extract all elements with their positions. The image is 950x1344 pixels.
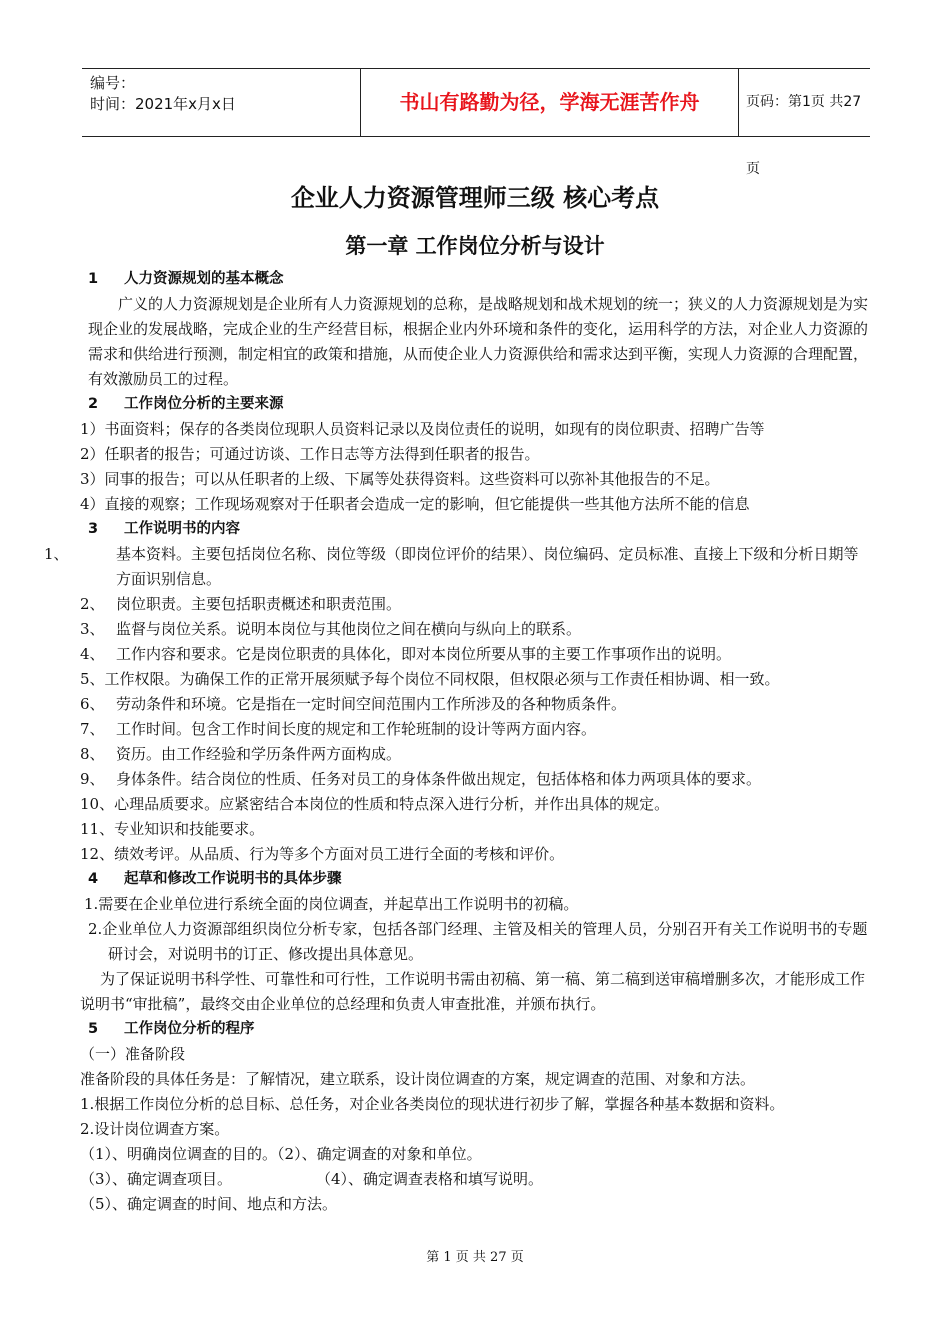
list-text: 工作时间。包含工作时间长度的规定和工作轮班制的设计等两方面内容。 — [116, 720, 597, 738]
list-number: 3、 — [80, 620, 105, 638]
list-item — [80, 742, 870, 767]
list-item — [80, 617, 870, 642]
list-text: 基本资料。主要包括岗位名称、岗位等级（即岗位评价的结果）、岗位编码、定员标准、直接上下级和分析日期等方面识别信息。 — [116, 545, 859, 588]
paragraph: 为了保证说明书科学性、可靠性和可行性，工作说明书需由初稿、第一稿、第二稿到送审稿增删多次，才能形成工作说明书“审批稿”，最终交由企业单位的总经理和负责人审查批准，并颁布执行。 — [80, 970, 866, 1013]
list-text: 监督与岗位关系。说明本岗位与其他岗位之间在横向与纵向上的联系。 — [116, 620, 582, 638]
list-text: 专业知识和技能要求。 — [114, 820, 265, 838]
list-item — [44, 542, 870, 592]
paragraph: 广义的人力资源规划是企业所有人力资源规划的总称，是战略规划和战术规划的统一；狭义的人力资源规划是为实现企业的发展战略，完成企业的生产经营目标，根据企业内外环境和条件的变化，运用科学的方法，对企业人力资源的需求和供给进行预测，制定相宜的政策和措施，从而使企业人力资源供给和需求达到平衡，实现人力资源的合理配置，有效激励员工的过程。 — [88, 295, 869, 388]
section-heading — [88, 867, 870, 892]
list-item: 3）同事的报告；可以从任职者的上级、下属等处获得资料。这些资料可以弥补其他报告的不足。 — [80, 470, 720, 488]
list-text: 工作权限。为确保工作的正常开展须赋予每个岗位不同权限，但权限必须与工作责任相协调、相一致。 — [104, 670, 780, 688]
list-number: 2、 — [80, 595, 105, 613]
header-meta — [90, 73, 280, 115]
list-number: 12、 — [80, 845, 115, 863]
section-title: 工作岗位分析的程序 — [124, 1021, 255, 1037]
list-number: 1、 — [44, 545, 69, 563]
section-heading — [88, 1017, 870, 1042]
list-text: 工作内容和要求。它是岗位职责的具体化，即对本岗位所要从事的主要工作事项作出的说明。 — [116, 645, 732, 663]
page-header — [82, 68, 870, 177]
sub-list-item: （1）、明确岗位调查的目的。（2）、确定调查的对象和单位。 — [80, 1145, 482, 1163]
header-divider — [738, 69, 739, 136]
section-number: 2 — [88, 396, 99, 412]
time-label: 时间：2021年x月x日 — [90, 95, 236, 113]
list-number: 11、 — [80, 820, 115, 838]
list-item: 2）任职者的报告；可通过访谈、工作日志等方法得到任职者的报告。 — [80, 445, 540, 463]
document-body — [44, 267, 870, 1217]
list-item — [80, 667, 870, 692]
header-page-info: 页码：第1页 共27页 — [746, 94, 862, 177]
section-number: 3 — [88, 521, 99, 537]
list-item — [80, 717, 870, 742]
section-number: 5 — [88, 1021, 99, 1037]
list-item: 4）直接的观察；工作现场观察对于任职者会造成一定的影响，但它能提供一些其他方法所不能的信息 — [80, 495, 750, 513]
list-text: 岗位职责。主要包括职责概述和职责范围。 — [116, 595, 402, 613]
list-number: 4、 — [80, 645, 105, 663]
paragraph: 准备阶段的具体任务是：了解情况，建立联系，设计岗位调查的方案，规定调查的范围、对象和方法。 — [80, 1070, 756, 1088]
list-item — [80, 792, 870, 817]
section-number: 4 — [88, 871, 99, 887]
section-title: 人力资源规划的基本概念 — [124, 271, 284, 287]
list-number: 6、 — [80, 695, 105, 713]
sub-list-item — [80, 1167, 870, 1192]
section-title: 工作岗位分析的主要来源 — [124, 396, 284, 412]
list-number: 5、 — [80, 670, 105, 688]
list-item — [80, 817, 870, 842]
document-title: 企业人力资源管理师三级 核心考点 — [290, 183, 660, 212]
list-item — [80, 767, 870, 792]
list-item — [80, 642, 870, 667]
chapter-title: 第一章 工作岗位分析与设计 — [345, 233, 605, 258]
number-label: 编号： — [90, 74, 136, 92]
list-text: 绩效考评。从品质、行为等多个方面对员工进行全面的考核和评价。 — [114, 845, 565, 863]
list-text: 身体条件。结合岗位的性质、任务对员工的身体条件做出规定，包括体格和体力两项具体的要求。 — [116, 770, 762, 788]
sub-item-text: （3）、确定调查项目。 — [80, 1170, 233, 1188]
stage-label: （一）准备阶段 — [80, 1045, 186, 1063]
section-heading — [88, 517, 870, 542]
list-item: 2.设计岗位调查方案。 — [80, 1120, 230, 1138]
list-item — [80, 592, 870, 617]
section-heading — [88, 267, 870, 292]
list-text: 劳动条件和环境。它是指在一定时间空间范围内工作所涉及的各种物质条件。 — [116, 695, 627, 713]
page-footer: 第 1 页 共 27 页 — [426, 1250, 524, 1265]
header-motto: 书山有路勤为径，学海无涯苦作舟 — [399, 90, 700, 114]
list-number: 7、 — [80, 720, 105, 738]
list-number: 10、 — [80, 795, 115, 813]
list-text: 心理品质要求。应紧密结合本岗位的性质和特点深入进行分析，并作出具体的规定。 — [114, 795, 670, 813]
sub-item-text: （4）、确定调查表格和填写说明。 — [316, 1170, 544, 1188]
list-item — [80, 692, 870, 717]
list-number: 8、 — [80, 745, 105, 763]
list-item: 1.需要在企业单位进行系统全面的岗位调查，并起草出工作说明书的初稿。 — [84, 895, 579, 913]
list-item: 2.企业单位人力资源部组织岗位分析专家，包括各部门经理、主管及相关的管理人员，分别召开有关工作说明书的专题研讨会，对说明书的订正、修改提出具体意见。 — [88, 920, 868, 963]
section-title: 起草和修改工作说明书的具体步骤 — [124, 871, 342, 887]
section-title: 工作说明书的内容 — [124, 521, 240, 537]
list-item: 1.根据工作岗位分析的总目标、总任务，对企业各类岗位的现状进行初步了解，掌握各种基本数据和资料。 — [80, 1095, 785, 1113]
section-number: 1 — [88, 271, 99, 287]
list-item — [80, 842, 870, 867]
section-heading — [88, 392, 870, 417]
sub-list-item: （5）、确定调查的时间、地点和方法。 — [80, 1195, 338, 1213]
list-item: 1）书面资料；保存的各类岗位现职人员资料记录以及岗位责任的说明，如现有的岗位职责、招聘广告等 — [80, 420, 765, 438]
list-number: 9、 — [80, 770, 105, 788]
list-text: 资历。由工作经验和学历条件两方面构成。 — [116, 745, 402, 763]
